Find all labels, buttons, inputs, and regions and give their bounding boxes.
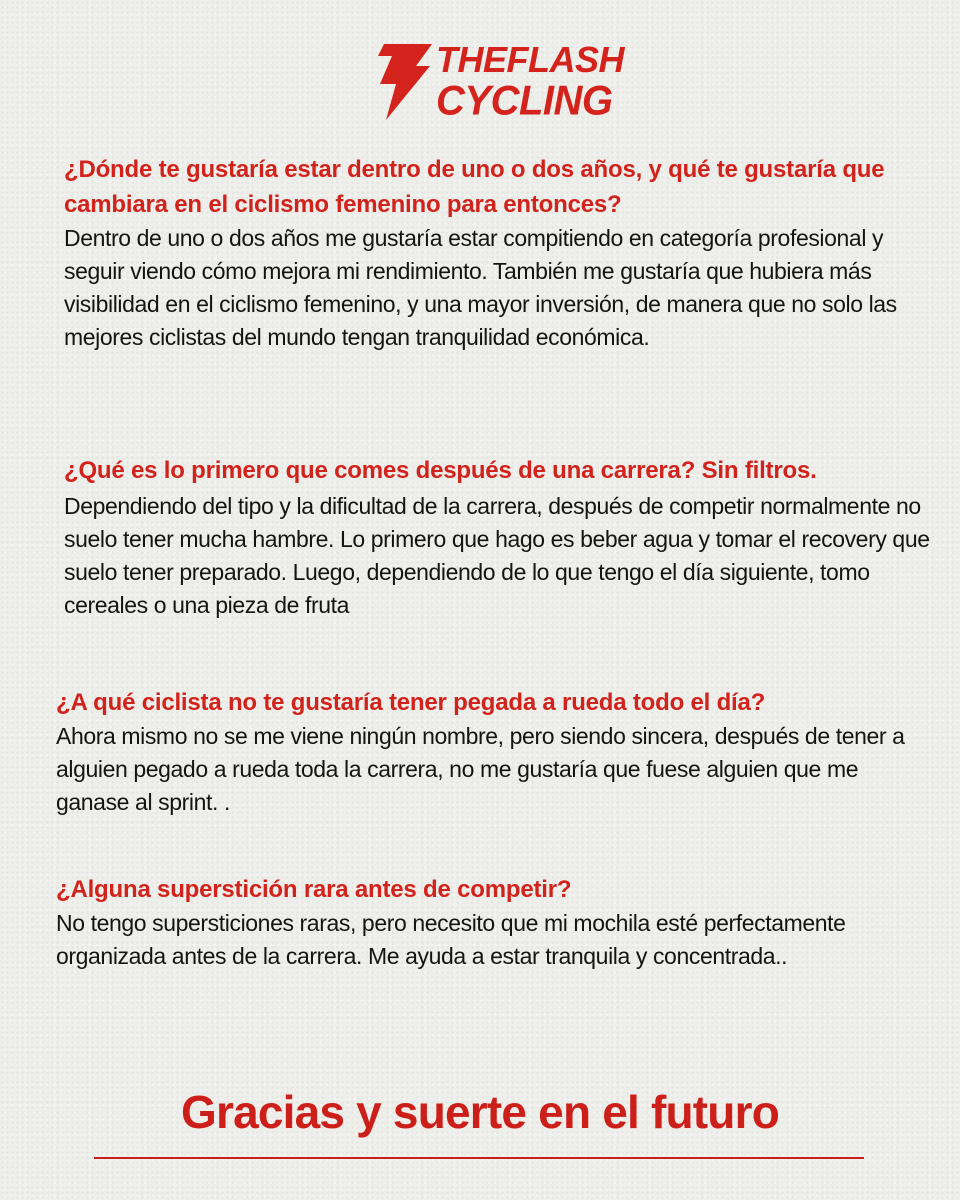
closing-heading: Gracias y suerte en el futuro (180, 1086, 780, 1138)
brand-logo (372, 39, 624, 125)
brand-line-1: THEFLASH (436, 39, 624, 80)
qa-section-3 (56, 685, 936, 819)
lightning-bolt-icon (372, 44, 434, 120)
qa-section-2 (64, 453, 934, 622)
question-2: ¿Qué es lo primero que comes después de una carrera? Sin filtros. (64, 457, 817, 484)
brand-line-2: CYCLING (436, 77, 613, 125)
answer-3: Ahora mismo no se me viene ningún nombre, pero siendo sincera, después de tener a alguien pegado a rueda toda la carrera, no me gustaría que fuese alguien que me ganase al sprint. . (56, 723, 905, 815)
brand-wordmark (436, 39, 624, 125)
question-1: ¿Dónde te gustaría estar dentro de uno o dos años, y qué te gustaría que cambiara en el ciclismo femenino para entonces? (64, 156, 885, 218)
answer-1: Dentro de uno o dos años me gustaría estar compitiendo en categoría profesional y seguir viendo cómo mejora mi rendimiento. También me gustaría que hubiera más visibilidad en el ciclismo femenino, y una mayor inversión, de manera que no solo las mejores ciclistas del mundo tengan tranquilidad económica. (64, 225, 897, 350)
answer-4: No tengo supersticiones raras, pero necesito que mi mochila esté perfectamente organizada antes de la carrera. Me ayuda a estar tranquila y concentrada.. (56, 910, 846, 969)
qa-section-4 (56, 872, 936, 973)
closing-divider (94, 1157, 864, 1159)
question-4: ¿Alguna superstición rara antes de competir? (56, 876, 572, 903)
answer-2: Dependiendo del tipo y la dificultad de la carrera, después de competir normalmente no suelo tener mucha hambre. Lo primero que hago es beber agua y tomar el recovery que suelo tener preparado. Luego, dependiendo de lo que tengo el día siguiente, tomo cereales o una pieza de fruta (64, 493, 930, 618)
question-3: ¿A qué ciclista no te gustaría tener pegada a rueda todo el día? (56, 689, 766, 716)
qa-section-1 (64, 152, 924, 354)
